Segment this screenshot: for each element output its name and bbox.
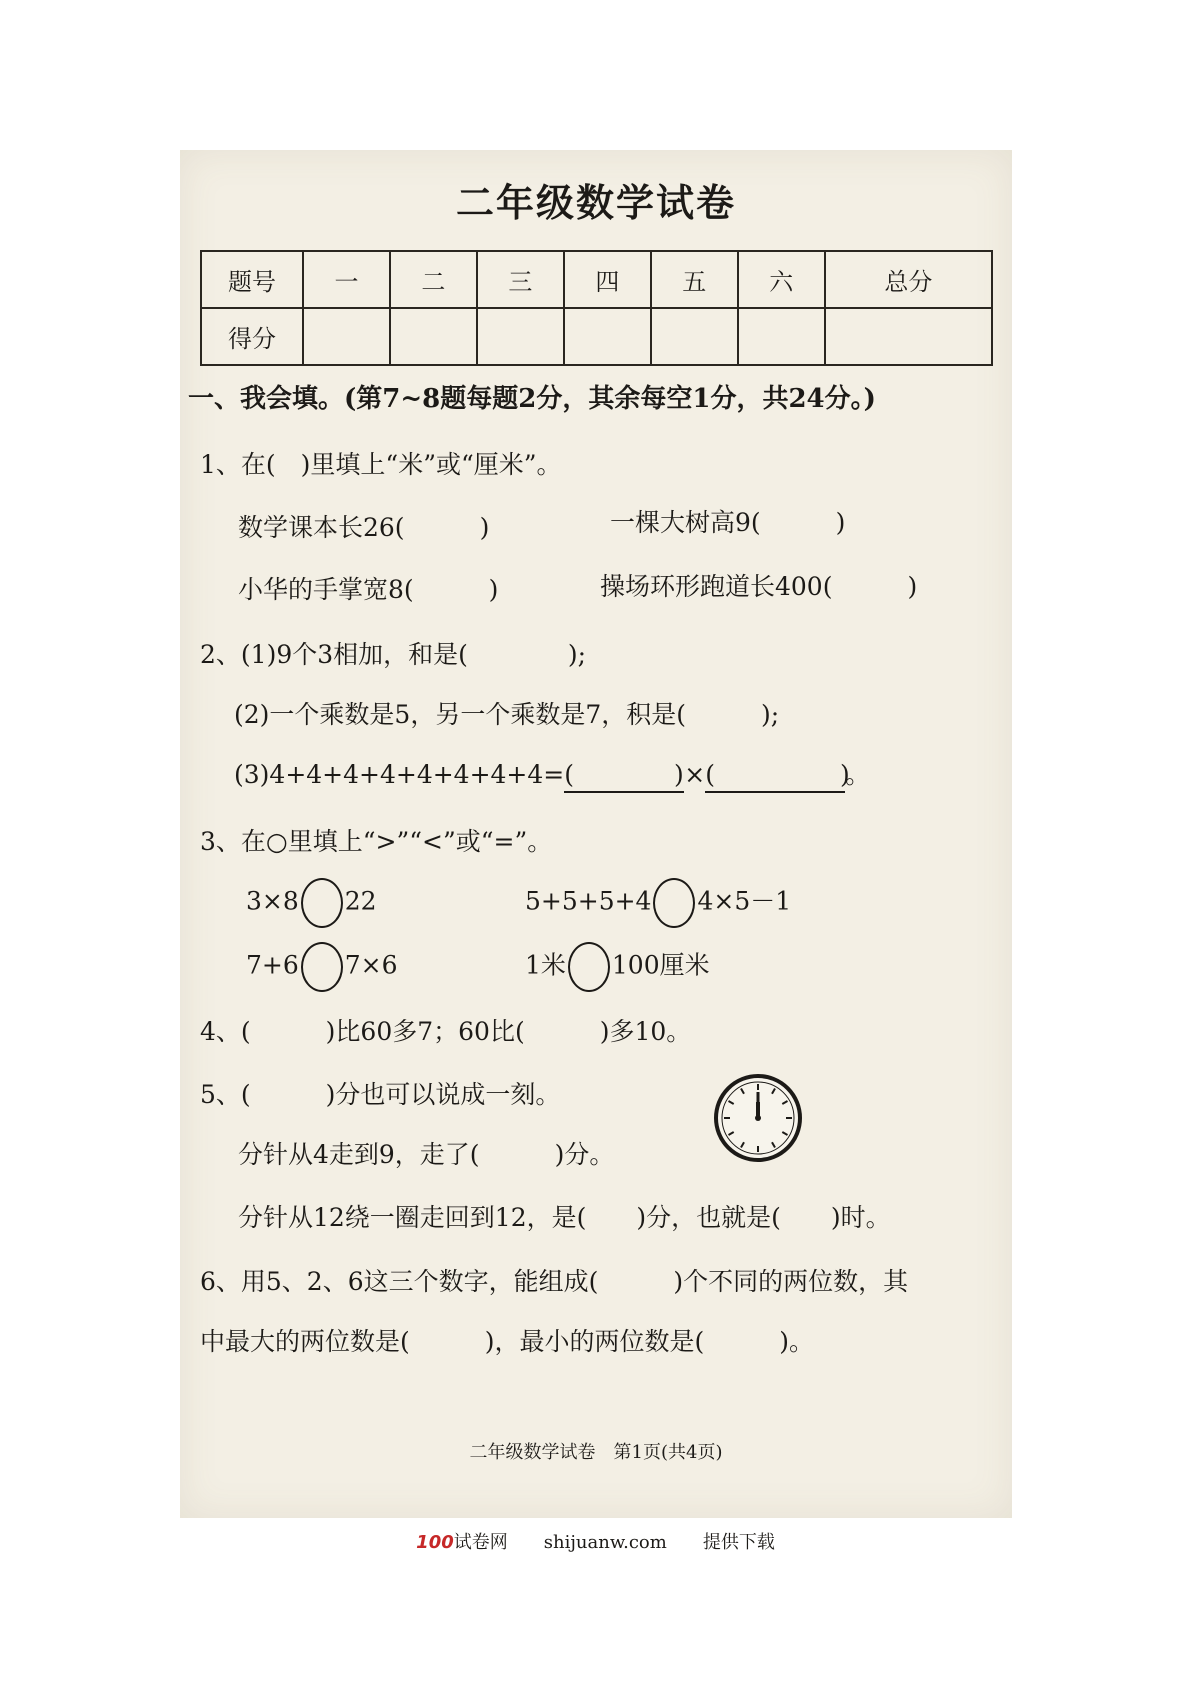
compare-item (246, 942, 398, 992)
compare-right: 22 (344, 886, 377, 916)
compare-item (246, 878, 377, 928)
exam-paper (180, 150, 1012, 1518)
site-logo: 100 (416, 1532, 454, 1553)
compare-left: 7+6 (246, 950, 299, 980)
clock-icon (712, 1072, 804, 1164)
table-cell: 六 (738, 251, 825, 308)
score-cell[interactable] (564, 308, 651, 365)
compare-left: 5+5+5+4 (525, 886, 652, 916)
question-5c: 分针从12绕一圈走回到12，是( )分，也就是( )时。 (238, 1203, 891, 1232)
score-cell[interactable] (303, 308, 390, 365)
question-3-stem: 3、在○里填上“>”“<”或“=”。 (200, 827, 553, 856)
compare-item (525, 878, 791, 928)
table-cell: 四 (564, 251, 651, 308)
question-2-part3-prefix: (3)4+4+4+4+4+4+4+4= (234, 760, 565, 789)
site-domain-link[interactable]: shijuanw.com (543, 1532, 667, 1553)
table-header-row (201, 251, 992, 308)
question-2-part3 (234, 755, 870, 793)
question-6b: 中最大的两位数是( )，最小的两位数是( )。 (200, 1327, 815, 1356)
question-6a: 6、用5、2、6这三个数字，能组成( )个不同的两位数，其 (200, 1267, 909, 1296)
question-1c: 小华的手掌宽8( ) (238, 575, 499, 604)
compare-left: 1米 (525, 950, 566, 980)
compare-item (525, 942, 710, 992)
compare-circle[interactable] (568, 942, 610, 992)
table-cell: 二 (390, 251, 477, 308)
compare-left: 3×8 (246, 886, 299, 916)
table-cell: 三 (477, 251, 564, 308)
credit-line (0, 1528, 1191, 1554)
question-5a: 5、( )分也可以说成一刻。 (200, 1080, 561, 1109)
compare-circle[interactable] (301, 942, 343, 992)
answer-blank[interactable]: ( ) (705, 755, 845, 793)
site-name: 试卷网 (453, 1532, 508, 1553)
question-2-part1: 2、(1)9个3相加，和是( ); (200, 640, 587, 669)
score-cell[interactable] (477, 308, 564, 365)
compare-right: 4×5－1 (697, 886, 792, 916)
times-sign: × (684, 760, 706, 789)
table-score-row (201, 308, 992, 365)
question-5b: 分针从4走到9，走了( )分。 (238, 1140, 615, 1169)
score-cell[interactable] (390, 308, 477, 365)
credit-note: 提供下载 (702, 1532, 775, 1553)
score-cell[interactable] (651, 308, 738, 365)
table-cell: 题号 (201, 251, 303, 308)
page-title: 二年级数学试卷 (455, 181, 736, 225)
score-cell[interactable] (825, 308, 992, 365)
question-1a: 数学课本长26( ) (238, 513, 490, 542)
compare-right: 100厘米 (611, 950, 710, 980)
table-cell: 五 (651, 251, 738, 308)
question-1d: 操场环形跑道长400( ) (600, 572, 918, 601)
table-cell: 总分 (825, 251, 992, 308)
question-2-part2: (2)一个乘数是5，另一个乘数是7，积是( ); (234, 700, 780, 729)
score-cell[interactable] (738, 308, 825, 365)
question-1b: 一棵大树高9( ) (610, 508, 846, 537)
compare-circle[interactable] (653, 878, 695, 928)
page-footer: 二年级数学试卷 第1页(共4页) (469, 1442, 723, 1463)
table-cell: 一 (303, 251, 390, 308)
question-1-stem: 1、在( )里填上“米”或“厘米”。 (200, 450, 562, 479)
compare-circle[interactable] (301, 878, 343, 928)
section-heading: 一、我会填。(第7~8题每题2分，其余每空1分，共24分。) (188, 384, 876, 414)
score-table (200, 250, 993, 366)
table-cell: 得分 (201, 308, 303, 365)
answer-blank[interactable]: ( ) (564, 755, 684, 793)
question-4: 4、( )比60多7；60比( )多10。 (200, 1017, 692, 1046)
compare-right: 7×6 (344, 950, 398, 980)
period: 。 (845, 760, 871, 789)
